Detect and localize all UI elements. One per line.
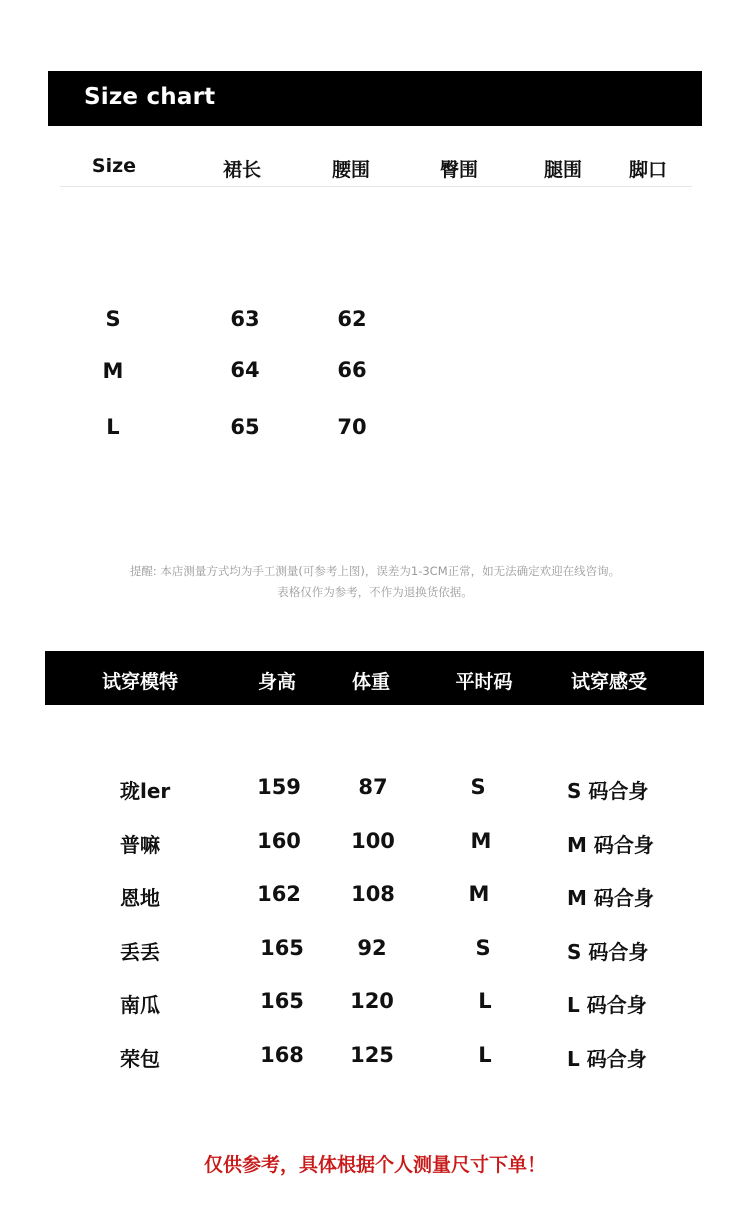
model-usual-size: S <box>475 936 491 960</box>
header-usual-size: 平时码 <box>455 671 513 693</box>
model-usual-size: M <box>468 882 490 906</box>
model-name: 恩地 <box>120 886 160 910</box>
model-fit: L 码合身 <box>567 993 647 1017</box>
model-usual-size: L <box>478 1043 492 1067</box>
header-thigh: 腿围 <box>543 159 582 181</box>
size-cell: M <box>102 359 124 383</box>
waist-cell: 62 <box>337 307 367 331</box>
model-usual-size: M <box>470 829 492 853</box>
model-fit: M 码合身 <box>567 886 654 910</box>
measurement-note-line2: 表格仅作为参考，不作为退换货依据。 <box>277 585 473 599</box>
header-fit-feel: 试穿感受 <box>570 671 647 693</box>
length-cell: 65 <box>230 415 260 439</box>
waist-cell: 70 <box>337 415 367 439</box>
model-fit: S 码合身 <box>567 779 649 803</box>
model-weight: 87 <box>358 775 388 799</box>
size-chart-title: Size chart <box>84 84 216 110</box>
model-height: 165 <box>260 989 304 1013</box>
size-chart-header-bar <box>48 71 702 126</box>
measurement-note-line1: 提醒: 本店测量方式均为手工测量(可参考上图)，误差为1-3CM正常，如无法确定欢迎在线咨询。 <box>129 564 621 578</box>
model-name: 珑ler <box>120 779 171 803</box>
header-hip: 臀围 <box>439 159 478 181</box>
model-name: 普嘛 <box>120 833 160 857</box>
length-cell: 64 <box>230 358 260 382</box>
waist-cell: 66 <box>337 358 367 382</box>
model-weight: 125 <box>350 1043 394 1067</box>
model-weight: 92 <box>357 936 387 960</box>
header-weight: 体重 <box>351 671 390 693</box>
model-weight: 120 <box>350 989 394 1013</box>
model-weight: 108 <box>351 882 395 906</box>
header-height: 身高 <box>257 671 296 693</box>
model-fit: M 码合身 <box>567 833 654 857</box>
model-usual-size: L <box>478 989 492 1013</box>
header-skirt-length: 裙长 <box>222 159 261 181</box>
model-height: 159 <box>257 775 301 799</box>
model-height: 165 <box>260 936 304 960</box>
model-name: 南瓜 <box>120 993 160 1017</box>
reference-disclaimer: 仅供参考，具体根据个人测量尺寸下单！ <box>203 1154 546 1176</box>
model-height: 168 <box>260 1043 304 1067</box>
model-height: 162 <box>257 882 301 906</box>
length-cell: 63 <box>230 307 260 331</box>
model-name: 荣包 <box>120 1047 160 1071</box>
model-fit: S 码合身 <box>567 940 649 964</box>
size-cell: L <box>106 415 120 439</box>
header-size: Size <box>91 155 137 177</box>
header-waist: 腰围 <box>331 159 370 181</box>
model-weight: 100 <box>351 829 395 853</box>
model-fit: L 码合身 <box>567 1047 647 1071</box>
model-height: 160 <box>257 829 301 853</box>
header-hem: 脚口 <box>628 159 667 181</box>
header-divider <box>60 186 692 187</box>
model-name: 丢丢 <box>120 940 160 964</box>
header-model: 试穿模特 <box>101 671 178 693</box>
model-usual-size: S <box>470 775 486 799</box>
size-cell: S <box>105 307 121 331</box>
